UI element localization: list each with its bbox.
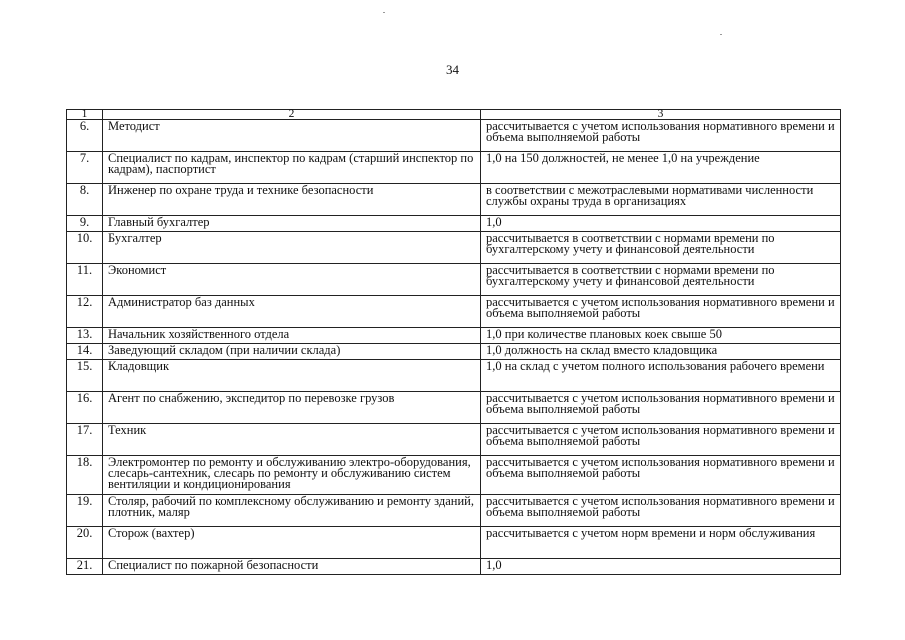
position-cell: Специалист по кадрам, инспектор по кадрам (старший инспектор по кадрам), паспортист — [103, 152, 481, 184]
position-cell: Начальник хозяйственного отдела — [103, 328, 481, 344]
table-row — [67, 232, 841, 264]
position-cell: Сторож (вахтер) — [103, 527, 481, 559]
position-cell: Столяр, рабочий по комплексному обслуживанию и ремонту зданий, плотник, маляр — [103, 495, 481, 527]
norm-cell: 1,0 должность на склад вместо кладовщика — [481, 344, 841, 360]
row-number: 11. — [67, 264, 103, 296]
table-header-row — [67, 110, 841, 120]
norm-cell: рассчитывается в соответствии с нормами времени по бухгалтерскому учету и финансовой деятельности — [481, 264, 841, 296]
norm-cell: 1,0 на склад с учетом полного использования рабочего времени — [481, 360, 841, 392]
row-number: 7. — [67, 152, 103, 184]
row-number: 15. — [67, 360, 103, 392]
table-row — [67, 328, 841, 344]
page-number: 34 — [446, 62, 459, 77]
norm-cell: рассчитывается с учетом использования нормативного времени и объема выполняемой работы — [481, 296, 841, 328]
row-number: 18. — [67, 456, 103, 495]
row-number: 16. — [67, 392, 103, 424]
position-cell: Заведующий складом (при наличии склада) — [103, 344, 481, 360]
table-row — [67, 216, 841, 232]
norm-cell: рассчитывается в соответствии с нормами времени по бухгалтерскому учету и финансовой деятельности — [481, 232, 841, 264]
table-row — [67, 120, 841, 152]
norm-cell: рассчитывается с учетом использования нормативного времени и объема выполняемой работы — [481, 120, 841, 152]
table-row — [67, 424, 841, 456]
row-number: 13. — [67, 328, 103, 344]
table-row — [67, 456, 841, 495]
header-cell-2: 2 — [103, 110, 481, 120]
norm-cell: рассчитывается с учетом использования нормативного времени и объема выполняемой работы — [481, 495, 841, 527]
table-row — [67, 296, 841, 328]
table-row — [67, 392, 841, 424]
norm-cell: 1,0 при количестве плановых коек свыше 50 — [481, 328, 841, 344]
norm-cell: рассчитывается с учетом использования нормативного времени и объема выполняемой работы — [481, 424, 841, 456]
norm-cell: рассчитывается с учетом использования нормативного времени и объема выполняемой работы — [481, 456, 841, 495]
row-number: 8. — [67, 184, 103, 216]
position-cell: Администратор баз данных — [103, 296, 481, 328]
position-cell: Бухгалтер — [103, 232, 481, 264]
row-number: 19. — [67, 495, 103, 527]
table-row — [67, 344, 841, 360]
position-cell: Экономист — [103, 264, 481, 296]
row-number: 10. — [67, 232, 103, 264]
norm-cell: 1,0 — [481, 216, 841, 232]
scan-speck — [383, 12, 385, 13]
header-cell-1: 1 — [67, 110, 103, 120]
position-cell: Агент по снабжению, экспедитор по перевозке грузов — [103, 392, 481, 424]
position-cell: Специалист по пожарной безопасности — [103, 559, 481, 575]
position-cell: Инженер по охране труда и технике безопасности — [103, 184, 481, 216]
position-cell: Главный бухгалтер — [103, 216, 481, 232]
row-number: 20. — [67, 527, 103, 559]
table-row — [67, 559, 841, 575]
norm-cell: 1,0 — [481, 559, 841, 575]
norm-cell: рассчитывается с учетом норм времени и норм обслуживания — [481, 527, 841, 559]
row-number: 12. — [67, 296, 103, 328]
norm-cell: 1,0 на 150 должностей, не менее 1,0 на учреждение — [481, 152, 841, 184]
position-cell: Методист — [103, 120, 481, 152]
norm-cell: в соответствии с межотраслевыми нормативами численности службы охраны труда в организациях — [481, 184, 841, 216]
staffing-norms-table — [66, 109, 841, 575]
scan-speck — [720, 34, 722, 35]
row-number: 6. — [67, 120, 103, 152]
position-cell: Электромонтер по ремонту и обслуживанию электро-оборудования, слесарь-сантехник, слесарь по ремонту и обслуживанию систем вентиляции и кондиционирования — [103, 456, 481, 495]
norm-cell: рассчитывается с учетом использования нормативного времени и объема выполняемой работы — [481, 392, 841, 424]
row-number: 9. — [67, 216, 103, 232]
table-row — [67, 360, 841, 392]
position-cell: Техник — [103, 424, 481, 456]
header-cell-3: 3 — [481, 110, 841, 120]
position-cell: Кладовщик — [103, 360, 481, 392]
table-row — [67, 264, 841, 296]
row-number: 21. — [67, 559, 103, 575]
table-row — [67, 495, 841, 527]
table-row — [67, 184, 841, 216]
row-number: 17. — [67, 424, 103, 456]
table-row — [67, 152, 841, 184]
table-row — [67, 527, 841, 559]
row-number: 14. — [67, 344, 103, 360]
